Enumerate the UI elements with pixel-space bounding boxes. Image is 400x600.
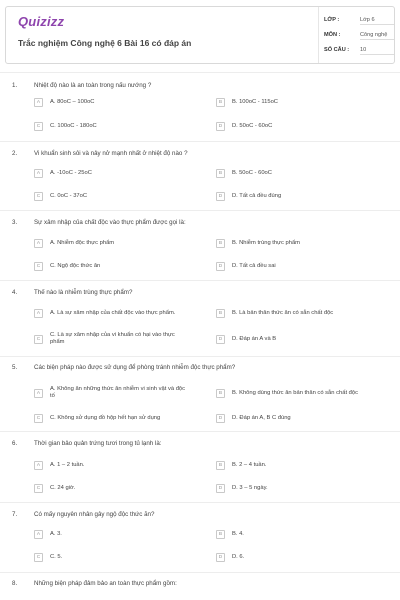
meta-value: 10 bbox=[360, 47, 394, 55]
option-letter-badge: C bbox=[34, 122, 43, 131]
option-text: C. Không sử dụng đồ hộp hết hạn sử dụng bbox=[50, 415, 161, 421]
meta-key: LỚP : bbox=[324, 17, 340, 23]
option-letter-badge: C bbox=[34, 414, 43, 423]
option-text: B. 100oC - 115oC bbox=[232, 99, 278, 105]
option-letter-badge: A bbox=[34, 530, 43, 539]
option-letter-badge: B bbox=[216, 169, 225, 178]
question-number: 2. bbox=[12, 150, 18, 157]
option-text: C. 24 giờ. bbox=[50, 485, 76, 491]
option-text: D. 6. bbox=[232, 554, 245, 560]
option-letter-badge: D bbox=[216, 553, 225, 562]
question-text: Sự xâm nhập của chất độc vào thực phẩm được gọi là: bbox=[34, 219, 186, 226]
option-letter-badge: A bbox=[34, 239, 43, 248]
divider bbox=[0, 431, 400, 432]
option-text: A. Nhiễm độc thực phẩm bbox=[50, 240, 115, 246]
option-letter-badge: A bbox=[34, 169, 43, 178]
option-text: B. Nhiễm trùng thực phẩm bbox=[232, 240, 300, 246]
option-text: B. Là bản thân thức ăn có sẵn chất độc bbox=[232, 310, 334, 316]
option-text: D. Đáp án A và B bbox=[232, 336, 277, 342]
option-text: A. 3. bbox=[50, 531, 62, 537]
option-letter-badge: C bbox=[34, 192, 43, 201]
question-text: Thế nào là nhiễm trùng thực phẩm? bbox=[34, 289, 133, 296]
question-text: Nhiệt độ nào là an toàn trong nấu nướng ? bbox=[34, 82, 152, 89]
option-text: A. -10oC - 25oC bbox=[50, 170, 92, 176]
question-number: 1. bbox=[12, 82, 18, 89]
option-letter-badge: A bbox=[34, 461, 43, 470]
divider bbox=[0, 72, 400, 73]
question-number: 7. bbox=[12, 511, 18, 518]
option-text: D. Tất cả đều đúng bbox=[232, 193, 282, 199]
option-text: C. Là sự xâm nhập của vi khuẩn có hại vào thực phẩm bbox=[50, 332, 175, 346]
option-text: A. Là sự xâm nhập của chất độc vào thực phẩm. bbox=[50, 310, 176, 316]
option-letter-badge: B bbox=[216, 98, 225, 107]
option-letter-badge: B bbox=[216, 239, 225, 248]
option-letter-badge: D bbox=[216, 484, 225, 493]
option-text: D. Tất cả đều sai bbox=[232, 263, 276, 269]
option-text: C. 0oC - 37oC bbox=[50, 193, 88, 199]
question-number: 6. bbox=[12, 440, 18, 447]
divider bbox=[0, 141, 400, 142]
option-text: C. 100oC - 180oC bbox=[50, 123, 97, 129]
question-text: Có mấy nguyên nhân gây ngộ độc thức ăn? bbox=[34, 511, 155, 518]
worksheet-header bbox=[5, 6, 395, 64]
option-letter-badge: D bbox=[216, 335, 225, 344]
divider bbox=[0, 502, 400, 503]
option-text: B. 2 – 4 tuần. bbox=[232, 462, 267, 468]
question-number: 4. bbox=[12, 289, 18, 296]
option-text: C. Ngộ độc thức ăn bbox=[50, 263, 101, 269]
question-text: Thời gian bảo quản trứng tươi trong tủ lạnh là: bbox=[34, 440, 162, 447]
question-number: 8. bbox=[12, 580, 18, 587]
option-letter-badge: C bbox=[34, 335, 43, 344]
question-number: 5. bbox=[12, 364, 18, 371]
header-divider bbox=[318, 7, 319, 63]
option-letter-badge: B bbox=[216, 461, 225, 470]
option-letter-badge: D bbox=[216, 262, 225, 271]
question-text: Các biện pháp nào được sử dụng để phòng tránh nhiễm độc thực phẩm? bbox=[34, 364, 236, 371]
option-text: A. Không ăn những thức ăn nhiễm vi sinh vật và độc tố bbox=[50, 386, 186, 400]
question-number: 3. bbox=[12, 219, 18, 226]
option-letter-badge: B bbox=[216, 530, 225, 539]
option-text: B. Không dùng thức ăn bản thân có sẵn chất độc bbox=[232, 390, 359, 396]
meta-key: SỐ CÂU : bbox=[324, 47, 350, 53]
option-text: D. Đáp án A, B C đúng bbox=[232, 415, 291, 421]
option-letter-badge: C bbox=[34, 262, 43, 271]
question-text: Những biện pháp đảm bảo an toàn thực phẩm gồm: bbox=[34, 580, 177, 587]
meta-value: Lớp 6 bbox=[360, 17, 394, 25]
option-text: A. 1 – 2 tuần. bbox=[50, 462, 85, 468]
option-letter-badge: A bbox=[34, 309, 43, 318]
divider bbox=[0, 280, 400, 281]
brand-logo: Quizizz bbox=[18, 14, 65, 29]
divider bbox=[0, 356, 400, 357]
divider bbox=[0, 210, 400, 211]
option-letter-badge: D bbox=[216, 192, 225, 201]
option-text: D. 3 – 5 ngày. bbox=[232, 485, 268, 491]
divider bbox=[0, 572, 400, 573]
option-letter-badge: A bbox=[34, 98, 43, 107]
option-text: B. 50oC - 60oC bbox=[232, 170, 272, 176]
option-letter-badge: D bbox=[216, 414, 225, 423]
option-letter-badge: D bbox=[216, 122, 225, 131]
option-text: B. 4. bbox=[232, 531, 244, 537]
meta-value: Công nghệ bbox=[360, 32, 394, 40]
option-text: A. 80oC – 100oC bbox=[50, 99, 95, 105]
option-letter-badge: B bbox=[216, 309, 225, 318]
option-letter-badge: B bbox=[216, 389, 225, 398]
question-text: Vi khuẩn sinh sôi và nảy nở mạnh nhất ở nhiệt độ nào ? bbox=[34, 150, 188, 157]
option-text: C. 5. bbox=[50, 554, 63, 560]
meta-key: MÔN : bbox=[324, 32, 341, 38]
option-text: D. 50oC - 60oC bbox=[232, 123, 273, 129]
option-letter-badge: A bbox=[34, 389, 43, 398]
option-letter-badge: C bbox=[34, 484, 43, 493]
worksheet-title: Trắc nghiệm Công nghệ 6 Bài 16 có đáp án bbox=[18, 38, 192, 48]
option-letter-badge: C bbox=[34, 553, 43, 562]
